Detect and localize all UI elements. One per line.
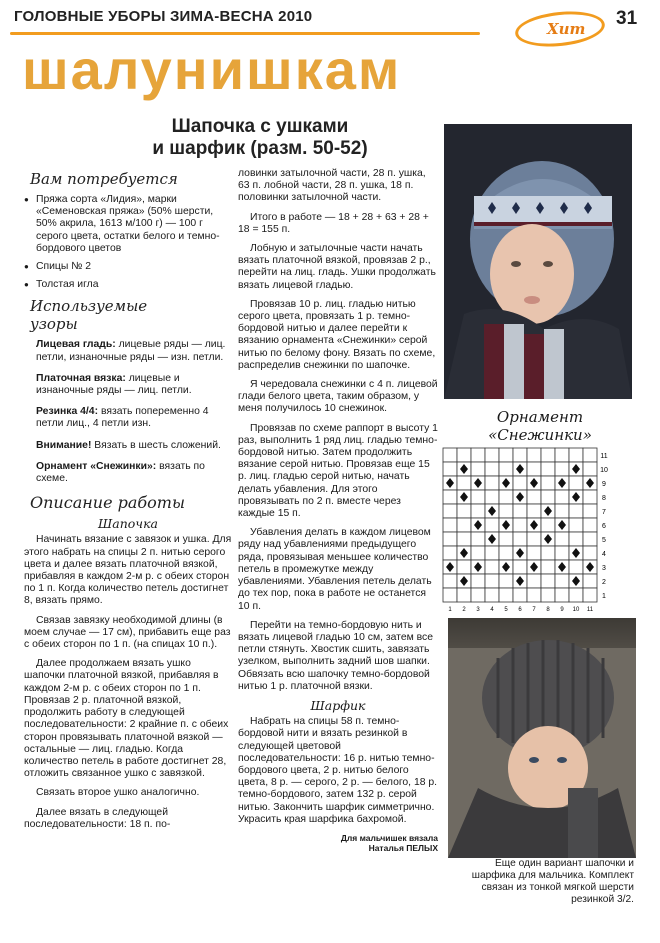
row-number: 10 bbox=[600, 467, 608, 474]
row-number: 1 bbox=[602, 593, 606, 600]
grid-cell bbox=[485, 462, 499, 476]
grid-cell bbox=[541, 574, 555, 588]
row-number: 3 bbox=[602, 565, 606, 572]
grid-cell bbox=[583, 462, 597, 476]
grid-cell bbox=[541, 546, 555, 560]
photo-boy-alt-hat-art bbox=[448, 618, 636, 858]
materials-heading: Вам потребуется bbox=[30, 170, 178, 188]
grid-cell bbox=[485, 560, 499, 574]
column-number: 4 bbox=[490, 607, 494, 613]
grid-cell bbox=[499, 462, 513, 476]
grid-cell bbox=[485, 448, 499, 462]
grid-cell bbox=[443, 574, 457, 588]
grid-cell bbox=[443, 490, 457, 504]
subtitle-line-2: и шарфик (разм. 50-52) bbox=[152, 138, 368, 159]
pattern-text: вязать по схеме. bbox=[36, 460, 205, 485]
grid-cell bbox=[471, 588, 485, 602]
grid-cell bbox=[485, 588, 499, 602]
column-number: 3 bbox=[476, 607, 480, 613]
paragraph: Итого в работе — 18 + 28 + 63 + 28 + 18 = 155 п. bbox=[238, 211, 429, 235]
column-number: 8 bbox=[546, 607, 550, 613]
grid-cell bbox=[541, 490, 555, 504]
paragraph: Лобную и затылочные части начать вязать платочной вязкой, провязав 2 р., перейти на лиц. гладь. Ушки продолжать вязать лицевой гладью. bbox=[238, 243, 436, 291]
hat-heading: Шапочка bbox=[98, 516, 158, 532]
grid-cell bbox=[443, 448, 457, 462]
grid-cell bbox=[555, 448, 569, 462]
grid-cell bbox=[541, 518, 555, 532]
grid-cell bbox=[443, 462, 457, 476]
grid-cell bbox=[443, 532, 457, 546]
grid-cell bbox=[443, 546, 457, 560]
grid-cell bbox=[513, 532, 527, 546]
author-signature bbox=[238, 833, 438, 853]
photo-boy-in-hat-art bbox=[444, 124, 632, 399]
grid-cell bbox=[583, 448, 597, 462]
grid-cell bbox=[513, 504, 527, 518]
paragraph: Далее продолжаем вязать ушко шапочки платочной вязкой, прибавляя в каждом 2-м р. с обеих сторон по 1 п. Провязав 2 р. платочной вязкой, продолжить работу в следующей последовательности: 2 крайние п. с обеих сторон провязывать платочной вязкой — остальные — лиц. гладью. Когда количество петель в работе достигнет 28, отложить связанное ушко с завязкой. bbox=[24, 658, 229, 780]
photo-boy-in-hat bbox=[444, 124, 632, 399]
grid-cell bbox=[569, 532, 583, 546]
grid-cell bbox=[555, 462, 569, 476]
grid-cell bbox=[457, 588, 471, 602]
row-number: 4 bbox=[602, 551, 606, 558]
grid-cell bbox=[499, 574, 513, 588]
pattern-name: Лицевая гладь: bbox=[36, 339, 116, 351]
grid-cell bbox=[541, 560, 555, 574]
grid-cell bbox=[485, 574, 499, 588]
grid-cell bbox=[555, 532, 569, 546]
grid-cell bbox=[527, 588, 541, 602]
grid-cell bbox=[527, 504, 541, 518]
grid-cell bbox=[583, 574, 597, 588]
materials-item: ● Спицы № 2 bbox=[24, 261, 232, 273]
grid-cell bbox=[485, 546, 499, 560]
paragraph: Провязав по схеме раппорт в высоту 1 раз, выполнить 1 ряд лиц. гладью темно-бордовой нитью. Затем продолжить вязание серой нитью. Провязав еще 15 р. лиц. гладью серой нитью, начать делать убавления. Для этого провязывать по 2 п. вместе через каждые 15 п. bbox=[238, 422, 438, 520]
materials-item: ● Пряжа сорта «Лидия», марки «Семеновская пряжа» (50% шерсти, 50% акрила, 1613 м/100 г) — 100 г серого цвета, остатки белого и темно-бордового цветов bbox=[24, 194, 232, 255]
grid-cell bbox=[569, 518, 583, 532]
grid-cell bbox=[513, 560, 527, 574]
pattern-item bbox=[36, 339, 232, 363]
column-number: 9 bbox=[560, 607, 564, 613]
grid-cell bbox=[471, 490, 485, 504]
grid-cell bbox=[457, 448, 471, 462]
grid-cell bbox=[583, 504, 597, 518]
grid-cell bbox=[457, 476, 471, 490]
pattern-item bbox=[36, 406, 232, 430]
pattern-item bbox=[36, 373, 232, 397]
grid-cell bbox=[527, 490, 541, 504]
grid-cell bbox=[569, 560, 583, 574]
grid-cell bbox=[499, 588, 513, 602]
paragraph: Начинать вязание с завязок и ушка. Для этого набрать на спицы 2 п. нитью серого цвета и далее вязать платочной вязкой, прибавляя в каждом 2-м р. с обеих сторон по 1 п. Когда количество петель достигнет 8, вязать прямо. bbox=[24, 534, 232, 607]
paragraph: Набрать на спицы 58 п. темно-бордовой нити и вязать резинкой в следующей цветовой последовательности: 16 р. нитью темно-бордового цвета, 2 р. нитью белого цвета, 8 р. — серого, 2 р. — белого, 18 р. темно-бордового, затем 132 р. серой нитью. Закончить шарфик симметрично. Украсить края шарфика бахромой. bbox=[238, 716, 438, 825]
pattern-name: Резинка 4/4: bbox=[36, 406, 99, 418]
row-number: 9 bbox=[602, 481, 606, 488]
ornament-title-line-2: «Снежинки» bbox=[488, 426, 592, 444]
ornament-chart bbox=[441, 446, 633, 613]
grid-cell bbox=[541, 476, 555, 490]
row-number: 6 bbox=[602, 523, 606, 530]
grid-cell bbox=[569, 476, 583, 490]
row-number: 2 bbox=[602, 579, 606, 586]
pattern-name: Платочная вязка: bbox=[36, 372, 126, 384]
grid-cell bbox=[485, 476, 499, 490]
header-rule bbox=[10, 32, 480, 35]
grid-cell bbox=[471, 448, 485, 462]
paragraph: Я чередовала снежинки с 4 п. лицевой глади белого цвета, таким образом, у меня получилось 10 снежинок. bbox=[238, 379, 438, 415]
grid-cell bbox=[443, 518, 457, 532]
grid-cell bbox=[527, 546, 541, 560]
row-number: 5 bbox=[602, 537, 606, 544]
grid-cell bbox=[527, 574, 541, 588]
pattern-name: Внимание! bbox=[36, 439, 92, 451]
grid-cell bbox=[443, 504, 457, 518]
text-column-2 bbox=[238, 168, 438, 853]
text-column-1 bbox=[24, 168, 232, 838]
grid-cell bbox=[583, 532, 597, 546]
grid-cell bbox=[541, 448, 555, 462]
subtitle-line-1: Шапочка с ушками bbox=[171, 116, 349, 137]
grid-cell bbox=[569, 504, 583, 518]
signature-line-1: Для мальчишек вязала bbox=[340, 832, 438, 843]
grid-cell bbox=[583, 490, 597, 504]
pattern-text: вязать попеременно 4 петли лиц., 4 петли изн. bbox=[36, 406, 209, 430]
grid-cell bbox=[499, 504, 513, 518]
signature-line-2: Наталья ПЕЛЫХ bbox=[368, 842, 438, 853]
grid-cell bbox=[583, 546, 597, 560]
row-number: 8 bbox=[602, 495, 606, 502]
grid-cell bbox=[555, 504, 569, 518]
brand-text: Хит bbox=[547, 20, 586, 38]
pattern-name: Орнамент «Снежинки»: bbox=[36, 460, 157, 472]
grid-cell bbox=[541, 462, 555, 476]
grid-cell bbox=[527, 462, 541, 476]
grid-cell bbox=[457, 518, 471, 532]
ornament-title-line-1: Орнамент bbox=[496, 408, 584, 426]
ornament-title bbox=[450, 408, 630, 444]
work-heading: Описание работы bbox=[30, 493, 186, 513]
grid-cell bbox=[513, 518, 527, 532]
row-number: 7 bbox=[602, 509, 606, 516]
column-number: 5 bbox=[504, 607, 508, 613]
pattern-text: лицевые и изнаночные ряды — лиц. петли. bbox=[36, 372, 192, 397]
patterns-heading-line-2: узоры bbox=[30, 315, 78, 334]
grid-cell bbox=[457, 504, 471, 518]
column-number: 11 bbox=[586, 607, 594, 613]
grid-cell bbox=[513, 588, 527, 602]
pattern-item bbox=[36, 440, 232, 452]
photo-boy-alt-hat bbox=[448, 618, 636, 858]
grid-cell bbox=[569, 448, 583, 462]
paragraph: Связать второе ушко аналогично. bbox=[36, 787, 200, 799]
grid-cell bbox=[541, 588, 555, 602]
grid-cell bbox=[499, 448, 513, 462]
pattern-text: Вязать в шесть сложений. bbox=[91, 439, 221, 451]
grid-cell bbox=[569, 588, 583, 602]
grid-cell bbox=[471, 504, 485, 518]
paragraph: Перейти на темно-бордовую нить и вязать лицевой гладью 10 см, затем все петли стянуть. Хвостик сшить, завязать узелком, выполнить задний шов шапки. Обвязать всю шапочку темно-бордовой нитью 1 р. платочной вязки. bbox=[238, 619, 434, 692]
column-number: 1 bbox=[448, 607, 452, 613]
grid-cell bbox=[527, 448, 541, 462]
grid-cell bbox=[457, 560, 471, 574]
grid-cell bbox=[471, 546, 485, 560]
row-number: 11 bbox=[600, 453, 608, 460]
column-number: 2 bbox=[462, 607, 466, 613]
article-subtitle bbox=[100, 116, 420, 160]
grid-cell bbox=[513, 448, 527, 462]
scarf-heading: Шарфик bbox=[310, 697, 366, 713]
article-title: шалунишкам bbox=[22, 38, 402, 101]
ornament-grid bbox=[441, 446, 633, 613]
column-number: 6 bbox=[518, 607, 522, 613]
grid-cell bbox=[485, 490, 499, 504]
pattern-item bbox=[36, 461, 232, 485]
grid-cell bbox=[471, 574, 485, 588]
photo-caption: Еще один вариант шапочки и шарфика для мальчика. Комплект связан из тонкой мягкой шерсти резинкой 3/2. bbox=[471, 858, 634, 905]
grid-cell bbox=[583, 518, 597, 532]
paragraph: Убавления делать в каждом лицевом ряду над убавлениями предыдущего ряда, провязывая меньшее количество петель в промежутке между убавлениями. Убавления петель делать до тех пор, пока в работе не останется 10 п. bbox=[238, 527, 432, 612]
brand-logo bbox=[515, 12, 605, 46]
paragraph: Связав завязку необходимой длины (в моем случае — 17 см), прибавить еще раз с обеих сторон по 1 п. (на спицах 10 п.). bbox=[24, 614, 231, 651]
materials-item: ● Толстая игла bbox=[24, 279, 232, 291]
grid-cell bbox=[499, 490, 513, 504]
grid-cell bbox=[555, 490, 569, 504]
grid-cell bbox=[443, 588, 457, 602]
patterns-heading-line-1: Используемые bbox=[30, 297, 148, 316]
grid-cell bbox=[499, 546, 513, 560]
grid-cell bbox=[583, 588, 597, 602]
column-number: 7 bbox=[532, 607, 536, 613]
paragraph: Далее вязать в следующей последовательности: 18 п. по- bbox=[24, 806, 171, 830]
grid-cell bbox=[457, 532, 471, 546]
paragraph: ловинки затылочной части, 28 п. ушка, 63 п. лобной части, 28 п. ушка, 18 п. половинки затылочной части. bbox=[238, 168, 426, 204]
pattern-text: лицевые ряды — лиц. петли, изнаночные ряды — изн. петли. bbox=[36, 339, 226, 363]
patterns-heading bbox=[30, 297, 232, 333]
grid-cell bbox=[485, 518, 499, 532]
grid-cell bbox=[471, 532, 485, 546]
grid-cell bbox=[513, 476, 527, 490]
grid-cell bbox=[499, 532, 513, 546]
grid-cell bbox=[527, 532, 541, 546]
grid-cell bbox=[555, 588, 569, 602]
grid-cell bbox=[555, 546, 569, 560]
magazine-section-title: ГОЛОВНЫЕ УБОРЫ ЗИМА-ВЕСНА 2010 bbox=[14, 8, 313, 25]
paragraph: Провязав 10 р. лиц. гладью нитью серого цвета, провязать 1 р. темно-бордовой нитью и далее перейти к вязанию орнамента «Снежинки» серой нитью по белому фону. Вязать по схеме, распределив снежинки по шапочке. bbox=[238, 298, 436, 371]
grid-cell bbox=[471, 462, 485, 476]
column-number: 10 bbox=[572, 607, 580, 613]
grid-cell bbox=[555, 574, 569, 588]
page-number: 31 bbox=[616, 8, 638, 29]
